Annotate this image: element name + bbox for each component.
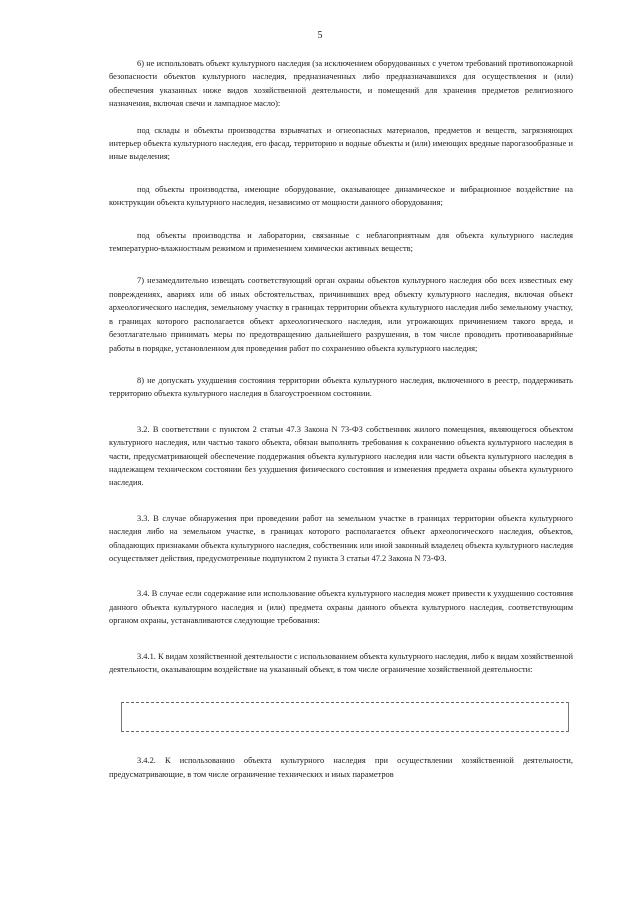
page-number: 5 (317, 30, 323, 41)
document-body (109, 57, 573, 781)
paragraph-warehouses: под склады и объекты производства взрывчатых и огнеопасных материалов, предметов и веществ, загрязняющих интерьер объекта культурного наследия, его фасад, территорию и водные объекты и (или) имеющих вредные парогазообразные и иные выделения; (109, 125, 573, 162)
blank-fill-box (121, 702, 569, 732)
paragraph-3-3: 3.3. В случае обнаружения при проведении работ на земельном участке в границах территории объекта культурного наследия либо на земельном участке, в границах которого располагается объект археологического наследия, объектов, обладающих признаками объекта культурного наследия, собственник или иной законный владелец объекта культурного наследия осуществляет действия, предусмотренные подпунктом 2 пункта 3 статьи 47.2 Закона N 73-ФЗ. (109, 513, 573, 563)
paragraph-3-2: 3.2. В соответствии с пунктом 2 статьи 47.3 Закона N 73-ФЗ собственник жилого помещения, являющегося объектом культурного наследия, или частью такого объекта, обязан выполнять требования к сохранению объекта культурного наследия в части, предусматривающей обеспечение поддержания объекта культурного наследия или части объекта культурного наследия в надлежащем техническом состоянии без ухудшения физического состояния и изменения предмета охраны объекта культурного наследия. (109, 424, 573, 488)
paragraph-laboratories: под объекты производства и лаборатории, связанные с неблагоприятным для объекта культурного наследия температурно-влажностным режимом и применением химически активных веществ; (109, 230, 573, 254)
paragraph-item-6: 6) не использовать объект культурного наследия (за исключением оборудованных с учетом требований противопожарной безопасности объектов культурного наследия, предназначенных либо предназначавшихся для осуществления и (или) обеспечения указанных ниже видов хозяйственной деятельности, и помещений для хранения предметов религиозного назначения, включая свечи и лампадное масло): (109, 59, 573, 109)
paragraph-item-8: 8) не допускать ухудшения состояния территории объекта культурного наследия, включенного в реестр, поддерживать территорию объекта культурного наследия в благоустроенном состоянии. (109, 375, 573, 399)
paragraph-item-7: 7) незамедлительно извещать соответствующий орган охраны объектов культурного наследия обо всех известных ему повреждениях, авариях или об иных обстоятельствах, причинивших вред объекту культурного наследия, включая объект археологического наследия, земельному участку в границах территории объекта культурного наследия либо земельному участку, в границах которого располагается объект археологического наследия, или угрожающих причинением такого вреда, и безотлагательно принимать меры по предотвращению дальнейшего разрушения, в том числе проводить противоаварийные работы в порядке, установленном для проведения работ по сохранению объекта культурного наследия; (109, 276, 573, 353)
paragraph-3-4-2: 3.4.2. К использованию объекта культурного наследия при осуществлении хозяйственной деятельности, предусматривающие, в том числе ограничение технических и иных параметров (109, 756, 573, 779)
paragraph-3-4-1: 3.4.1. К видам хозяйственной деятельности с использованием объекта культурного наследия, либо к видам хозяйственной деятельности, оказывающим воздействие на указанный объект, в том числе ограничение хозяйственной деятельности: (109, 651, 573, 674)
paragraph-3-4: 3.4. В случае если содержание или использование объекта культурного наследия может привести к ухудшению состояния данного объекта культурного наследия и (или) предмета охраны данного объекта культурного наследия, соответствующим органом охраны, устанавливаются следующие требования: (109, 589, 573, 626)
paragraph-production-vibration: под объекты производства, имеющие оборудование, оказывающее динамическое и вибрационное воздействие на конструкции объекта культурного наследия, независимо от мощности данного оборудования; (109, 184, 573, 208)
